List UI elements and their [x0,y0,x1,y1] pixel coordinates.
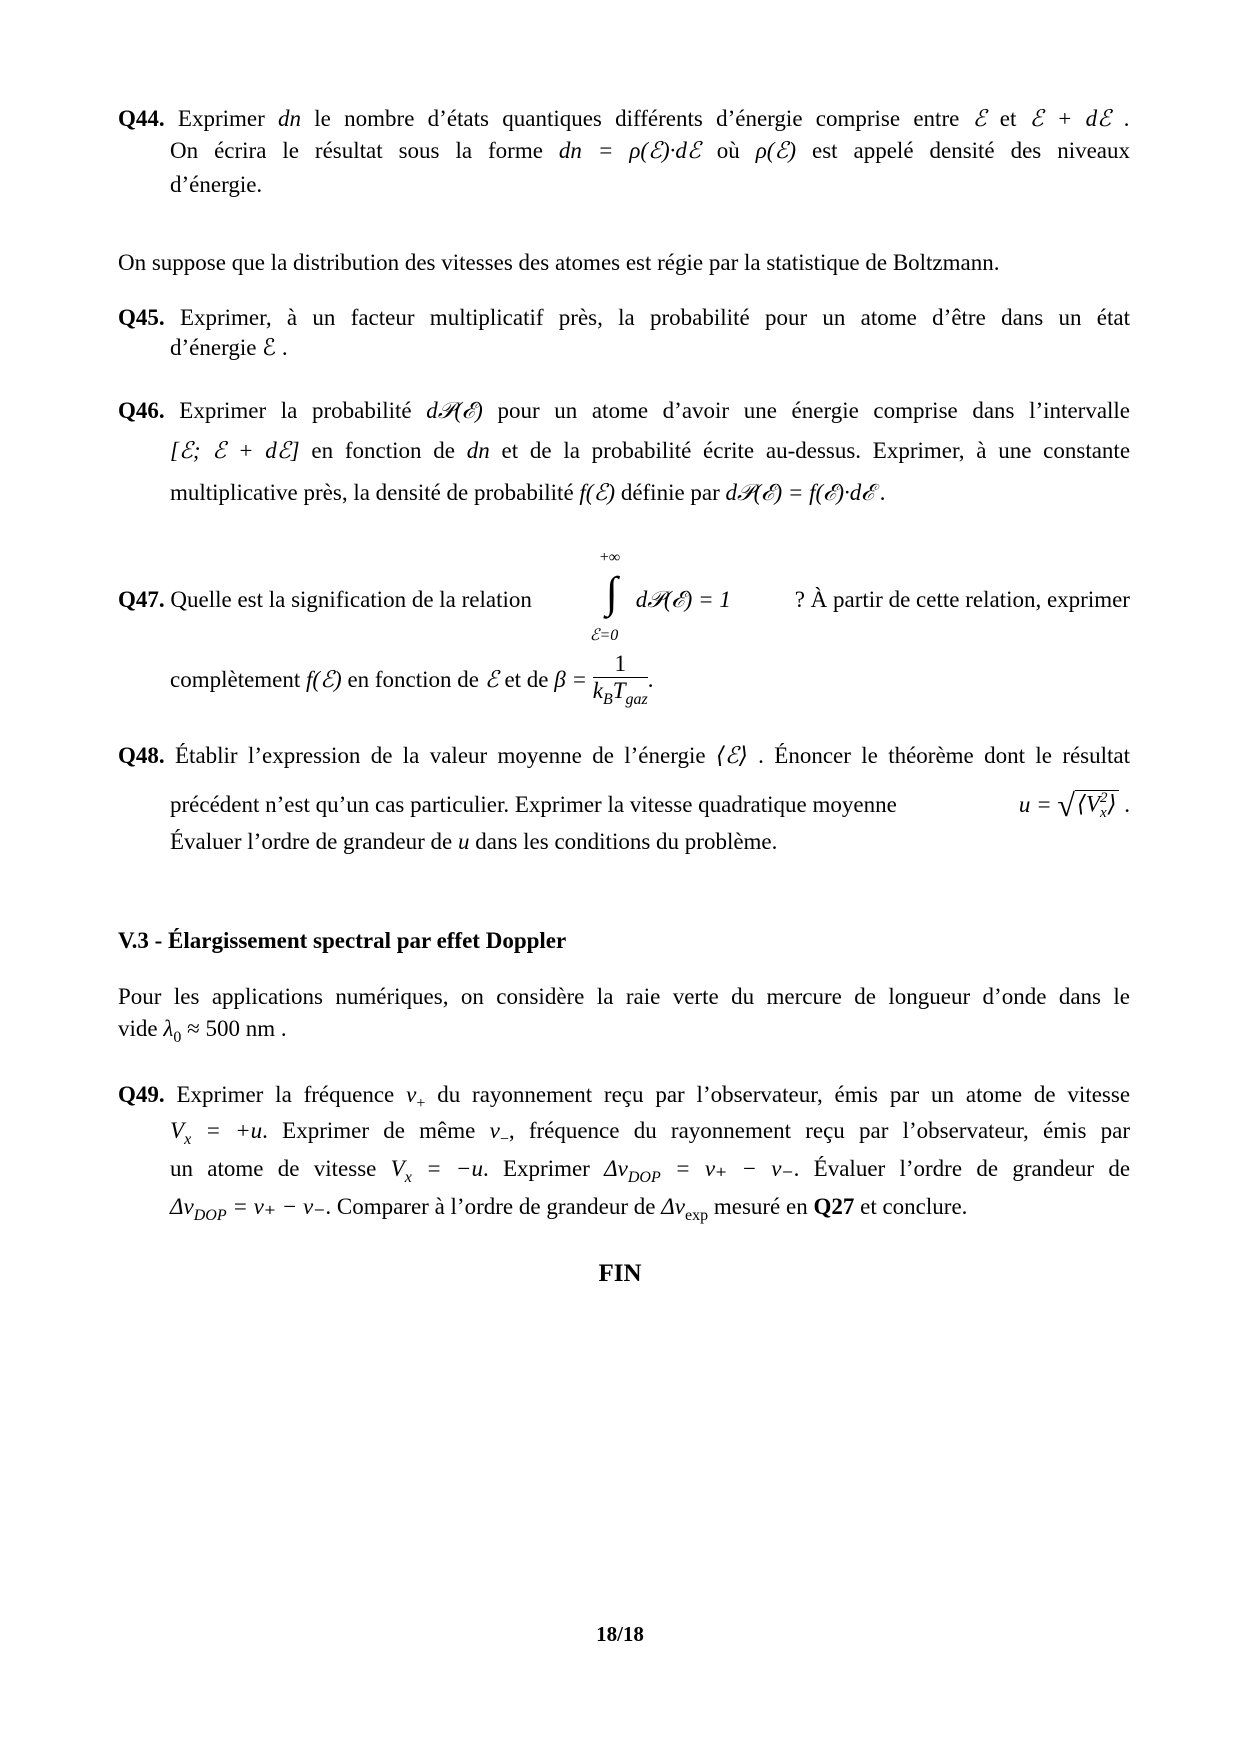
end-marker: FIN [598,1260,642,1287]
q47-text: ? À partir de cette relation, exprimer [794,587,1130,612]
delta-nu: Δν [170,1194,194,1219]
delta-nu: Δν [604,1156,628,1181]
q48-period: . [1124,792,1130,817]
q49-line-2 [170,1118,1130,1149]
q46-math-interval: [ℰ; ℰ + dℰ] [170,438,300,463]
intro-doppler-line-1 [118,984,1130,1010]
q46-text: multiplicative près, la densité de probabilité [170,480,574,505]
q44-number: Q44. [118,106,165,131]
integral-symbol [589,549,636,645]
intro-doppler-line-2 [118,1016,287,1047]
q49-math-difference: = ν₊ − ν₋ [232,1194,326,1219]
q45-number: Q45. [118,305,165,330]
delta-nu-sub-exp: exp [684,1207,709,1224]
q46-text: pour un atome d’avoir une énergie comprise dans l’intervalle [497,398,1131,423]
kB-sub: B [602,691,613,708]
q48-math-mean-energy: ⟨ℰ⟩ [715,743,748,768]
q49-text: . Comparer à l’ordre de grandeur de [325,1194,656,1219]
q44-text: où [716,138,740,163]
q48-math-u [1019,787,1130,824]
q48-text: . Énoncer le théorème dont le résultat [758,743,1131,768]
nu-plus-sub: + [416,1095,426,1112]
nu-symbol: ν [489,1118,500,1143]
lambda-sub: 0 [173,1029,182,1046]
q44-math-dn: dn [278,106,302,131]
q49-text: un atome de vitesse [170,1156,377,1181]
section-title: V.3 - Élargissement spectral par effet Doppler [118,928,567,953]
q47-text: et de [504,667,549,692]
q46-math-f: f(ℰ) [579,480,616,505]
delta-nu-sub-dop: DOP [193,1207,227,1224]
V-sub-x: x [184,1131,192,1148]
q44-line-1 [118,106,1130,132]
q47-math-f: f(ℰ) [306,667,342,692]
q44-math-E: ℰ [972,106,987,131]
q49-math-minus-u: = −u [426,1156,483,1181]
q47-math-E: ℰ [484,667,499,692]
q49-number: Q49. [118,1082,165,1107]
subscript-x: x [1100,804,1107,821]
q48-line-2 [170,783,1130,827]
V-symbol: V [390,1156,405,1181]
q46-number: Q46. [118,398,165,423]
q45-text: d’énergie ℰ . [170,335,288,360]
integral-upper-bound: +∞ [599,549,621,566]
V-sub-x: x [404,1169,412,1186]
q47-line-1 [118,549,1130,645]
q46-text: en fonction de [311,438,455,463]
q49-text: et conclure. [860,1194,968,1219]
q47-text: en fonction de [347,667,480,692]
q46-math-dn: dn [466,438,490,463]
q44-text: On écrira le résultat sous la forme [170,138,543,163]
delta-nu-sub-dop: DOP [627,1169,661,1186]
q48-math-u: u [458,829,470,854]
lambda-symbol: λ [163,1016,174,1041]
beta-fraction [593,651,648,709]
q48-line-3 [170,829,777,855]
q49-line-4 [170,1194,967,1225]
sqrt-icon: √ [1057,786,1075,823]
sqrt-content [1075,790,1119,821]
q27-reference: Q27 [813,1194,855,1219]
q44-line-3 [170,172,262,198]
q46-line-2 [170,438,1130,464]
intro-doppler-text: vide [118,1016,158,1041]
q47-math-normalization: d𝒫(ℰ) = 1 [635,587,731,612]
V-symbol: V [170,1118,185,1143]
q47-period: . [647,667,654,692]
q49-text: . Exprimer [482,1156,590,1181]
q45-line-2 [170,335,288,361]
wavelength-value: ≈ 500 nm . [187,1016,287,1041]
q47-text: Quelle est la signification de la relation [170,587,532,612]
mean-close: ⟩ [1107,790,1117,816]
q44-text: et [999,106,1017,131]
delta-nu: Δν [661,1194,685,1219]
page-number: 18/18 [596,1622,644,1646]
q47-number: Q47. [118,587,165,612]
q44-text: le nombre d’états quantiques différents d’énergie comprise entre [314,106,960,131]
nu-minus-sub: − [499,1131,509,1148]
q48-number: Q48. [118,743,165,768]
exponent-2: 2 [1100,789,1108,806]
q49-math-difference: = ν₊ − ν₋ [675,1156,794,1181]
q44-math-density: dn = ρ(ℰ)·dℰ [558,138,701,163]
q49-text: Exprimer la fréquence [176,1082,395,1107]
q44-math-E-plus-dE: ℰ + dℰ . [1029,106,1131,131]
q49-text: du rayonnement reçu par l’observateur, émis par un atome de vitesse [437,1082,1131,1107]
q45-line-1 [118,305,1130,331]
fraction-denominator [593,678,648,709]
q48-text: Évaluer l’ordre de grandeur de [170,829,453,854]
T-sub-gaz: gaz [625,691,648,708]
q49-line-3 [170,1156,1130,1187]
q48-text: dans les conditions du problème. [475,829,778,854]
q46-math-dP: d𝒫(ℰ) [426,398,483,423]
T-symbol: T [612,678,626,703]
q49-text: mesuré en [713,1194,808,1219]
intro-boltzmann [118,250,1130,276]
mean-V: ⟨V [1076,790,1101,816]
fraction-numerator: 1 [593,651,648,678]
q49-math-plus-u: = +u [205,1118,263,1143]
q49-text: . Exprimer de même [262,1118,476,1143]
u-equals: u = [1018,792,1052,817]
q49-text: . Évaluer l’ordre de grandeur de [793,1156,1131,1181]
integral-sign: ∫ [605,568,618,617]
q46-line-1 [118,398,1130,424]
q44-line-2 [170,138,1130,164]
intro-boltzmann-text: On suppose que la distribution des vitesses des atomes est régie par la statistique de Boltzmann. [118,250,1000,275]
q44-text: est appelé densité des niveaux [812,138,1131,163]
kB-k: k [592,678,603,703]
q47-line-2 [170,647,654,713]
intro-doppler-text: Pour les applications numériques, on considère la raie verte du mercure de longueur d’onde dans le [118,984,1130,1009]
q49-text: , fréquence du rayonnement reçu par l’observateur, émis par [508,1118,1131,1143]
q44-text: Exprimer [177,106,265,131]
q44-text: d’énergie. [170,172,263,197]
q46-math-definition: d𝒫(ℰ) = f(ℰ)·dℰ . [725,480,886,505]
q47-math-beta: β = [554,667,587,692]
q44-math-rho: ρ(ℰ) [755,138,797,163]
integral-lower-bound: ℰ=0 [589,627,619,644]
q46-text: et de la probabilité écrite au-dessus. Exprimer, à une constante [501,438,1131,463]
q49-line-1 [118,1082,1130,1113]
q46-text: définie par [620,480,720,505]
q45-text: Exprimer, à un facteur multiplicatif près, la probabilité pour un atome d’être dans un état [179,305,1131,330]
q47-text: complètement [170,667,301,692]
q46-text: Exprimer la probabilité [179,398,412,423]
q48-line-1 [118,743,1130,769]
q48-text: Établir l’expression de la valeur moyenne de l’énergie [175,743,706,768]
q48-text: précédent n’est qu’un cas particulier. Exprimer la vitesse quadratique moyenne [170,792,897,817]
nu-symbol: ν [406,1082,417,1107]
q46-line-3 [170,480,886,506]
